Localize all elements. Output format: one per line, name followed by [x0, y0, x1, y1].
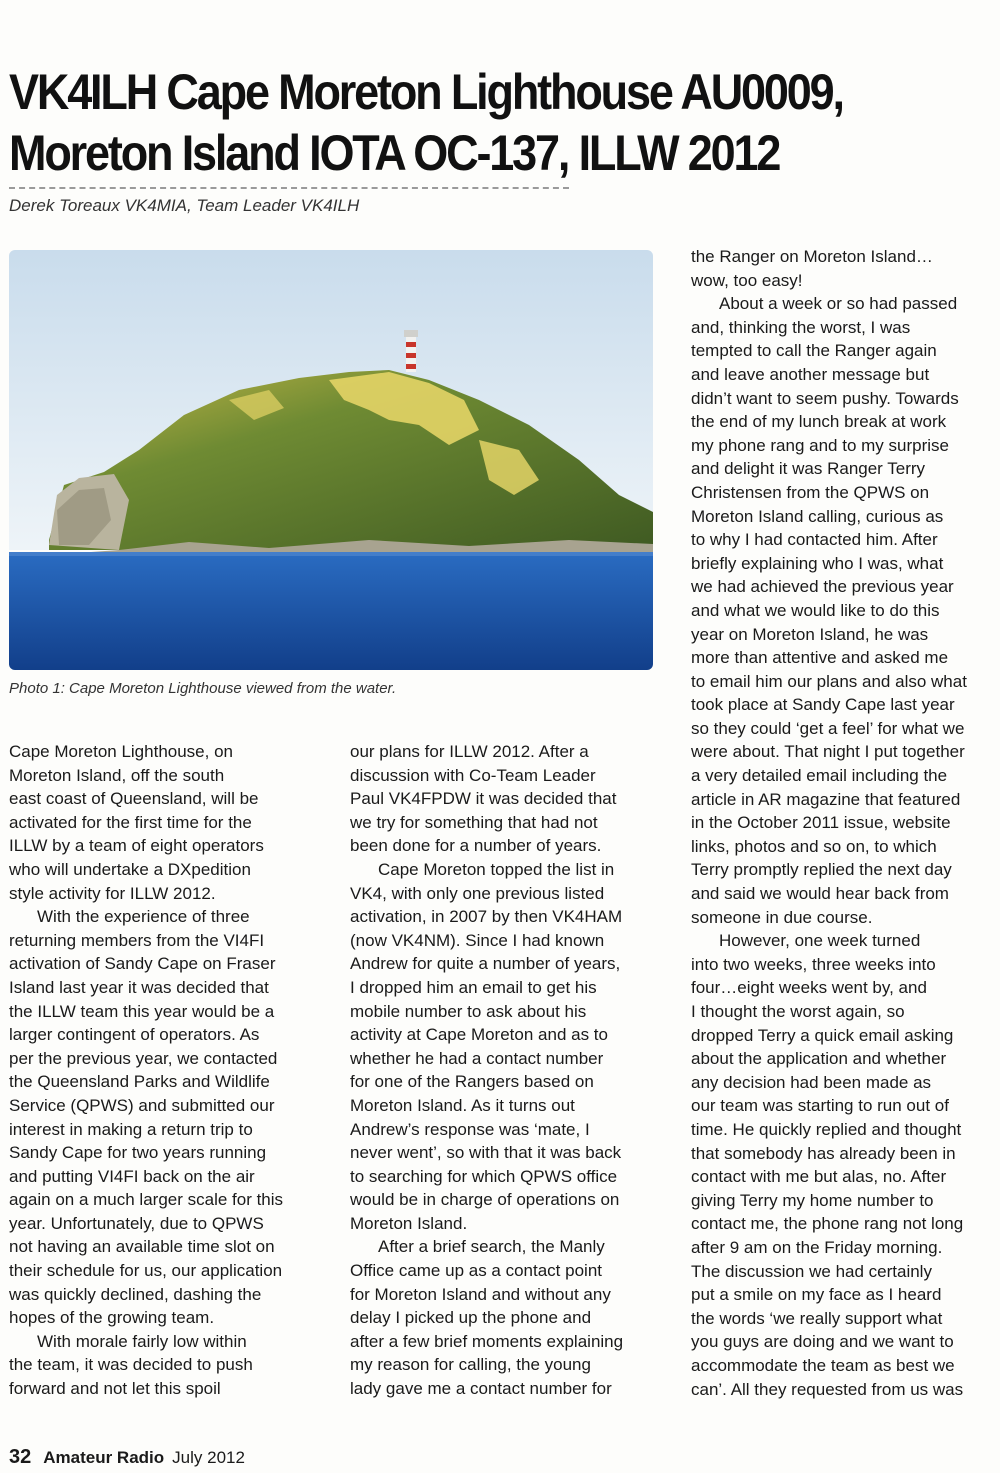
text-line: Andrew’s response was ‘mate, I	[350, 1119, 590, 1139]
text-line: I thought the worst again, so	[691, 1002, 905, 1021]
text-line: Cape Moreton topped the list in	[378, 859, 615, 879]
text-line: can’. All they requested from us was	[691, 1379, 964, 1399]
text-line: After a brief search, the Manly	[378, 1237, 605, 1257]
text-line: (now VK4NM). Since I had known	[350, 930, 605, 950]
text-line: and said we would hear back from	[691, 884, 949, 904]
lighthouse-photo	[9, 250, 653, 670]
page-number: 32	[9, 1446, 32, 1468]
text-line: contact me, the phone rang not long	[691, 1214, 964, 1234]
text-line: activated for the first time for the	[9, 812, 252, 832]
text-line: lady gave me a contact number for	[350, 1379, 612, 1399]
text-line: However, one week turned	[719, 931, 921, 951]
text-line: With morale fairly low within	[37, 1331, 247, 1351]
text-line: not having an available time slot on	[9, 1237, 275, 1257]
text-line: time. He quickly replied and thought	[691, 1119, 962, 1139]
text-line: Moreton Island. As it turns out	[350, 1095, 575, 1115]
text-line: the words ‘we really support what	[691, 1308, 943, 1328]
text-line: larger contingent of operators. As	[9, 1025, 260, 1045]
text-line: into two weeks, three weeks into	[691, 954, 936, 974]
title-divider	[9, 187, 569, 189]
text-line: in the October 2011 issue, website	[691, 813, 951, 833]
text-line: we try for something that had not	[350, 812, 598, 832]
text-line: my phone rang and to my surprise	[691, 435, 949, 455]
text-line: The discussion we had certainly	[691, 1261, 932, 1281]
text-line: for Moreton Island and without any	[350, 1284, 611, 1304]
text-line: our team was starting to run out of	[691, 1096, 949, 1116]
sea	[9, 552, 653, 670]
text-line: about the application and whether	[691, 1049, 947, 1069]
text-line: after a few brief moments explaining	[350, 1331, 624, 1351]
text-line: to email him our plans and also what	[691, 671, 967, 691]
text-line: delay I picked up the phone and	[350, 1308, 592, 1328]
photo-caption: Photo 1: Cape Moreton Lighthouse viewed from the water.	[9, 680, 397, 697]
text-line: and delight it was Ranger Terry	[691, 459, 926, 479]
title-line-1: VK4ILH Cape Moreton Lighthouse AU0009,	[9, 64, 843, 120]
text-line: returning members from the VI4FI	[9, 930, 265, 950]
text-line: With the experience of three	[37, 907, 250, 927]
text-line: who will undertake a DXpedition	[9, 859, 251, 879]
text-line: Moreton Island calling, curious as	[691, 506, 944, 526]
text-line: didn’t want to seem pushy. Towards	[691, 388, 959, 408]
text-line: was quickly declined, dashing the	[9, 1284, 262, 1304]
text-line: I dropped him an email to get his	[350, 977, 597, 997]
text-line: our plans for ILLW 2012. After a	[350, 742, 589, 761]
text-line: their schedule for us, our application	[9, 1261, 283, 1281]
text-line: after 9 am on the Friday morning.	[691, 1237, 943, 1257]
text-line: activity at Cape Moreton and as to	[350, 1025, 608, 1045]
text-line: the Queensland Parks and Wildlife	[9, 1072, 270, 1092]
page-footer	[9, 1446, 245, 1469]
text-line: to searching for which QPWS office	[350, 1166, 618, 1186]
text-line: giving Terry my home number to	[691, 1190, 934, 1210]
text-line: ILLW by a team of eight operators	[9, 836, 264, 856]
text-line: and leave another message but	[691, 364, 930, 384]
text-line: year on Moreton Island, he was	[691, 624, 929, 644]
text-line: a very detailed email including the	[691, 766, 948, 786]
text-line: whether he had a contact number	[350, 1048, 604, 1068]
text-line: four…eight weeks went by, and	[691, 978, 927, 998]
text-line: we had achieved the previous year	[691, 577, 954, 597]
text-line: you guys are doing and we want to	[691, 1332, 954, 1352]
text-line: mobile number to ask about his	[350, 1001, 587, 1021]
text-line: links, photos and so on, to which	[691, 836, 937, 856]
text-line: About a week or so had passed	[719, 294, 958, 314]
text-column-2	[350, 740, 660, 1401]
text-line: wow, too easy!	[691, 270, 803, 290]
text-line: my reason for calling, the young	[350, 1355, 591, 1375]
text-line: Cape Moreton Lighthouse, on	[9, 742, 233, 761]
text-line: and, thinking the worst, I was	[691, 317, 911, 337]
text-line: year. Unfortunately, due to QPWS	[9, 1213, 264, 1233]
text-line: contact with me but alas, no. After	[691, 1167, 947, 1187]
text-line: someone in due course.	[691, 907, 873, 927]
text-line: would be in charge of operations on	[350, 1190, 620, 1210]
text-line: forward and not let this spoil	[9, 1379, 221, 1399]
text-line: Moreton Island, off the south	[9, 765, 225, 785]
text-line: the Ranger on Moreton Island…	[691, 247, 933, 266]
text-line: hopes of the growing team.	[9, 1308, 215, 1328]
text-line: to why I had contacted him. After	[691, 530, 938, 550]
text-line: activation of Sandy Cape on Fraser	[9, 954, 276, 974]
byline: Derek Toreaux VK4MIA, Team Leader VK4ILH	[9, 196, 360, 215]
text-line: discussion with Co-Team Leader	[350, 765, 596, 785]
text-line: east coast of Queensland, will be	[9, 789, 259, 809]
text-line: activation, in 2007 by then VK4HAM	[350, 907, 623, 927]
text-line: and putting VI4FI back on the air	[9, 1166, 255, 1186]
text-line: dropped Terry a quick email asking	[691, 1025, 954, 1045]
text-line: been done for a number of years.	[350, 836, 602, 856]
magazine-name: Amateur Radio	[43, 1448, 165, 1467]
title-line-2: Moreton Island IOTA OC-137, ILLW 2012	[9, 125, 780, 181]
text-line: and what we would like to do this	[691, 600, 940, 620]
text-line: article in AR magazine that featured	[691, 789, 961, 809]
text-line: never went’, so with that it was back	[350, 1143, 622, 1163]
text-line: any decision had been made as	[691, 1072, 932, 1092]
text-line: again on a much larger scale for this	[9, 1190, 284, 1210]
text-column-1	[9, 740, 319, 1401]
text-line: interest in making a return trip to	[9, 1119, 253, 1139]
text-line: the team, it was decided to push	[9, 1355, 253, 1375]
text-column-3	[691, 245, 1000, 1401]
text-line: put a smile on my face as I heard	[691, 1285, 942, 1305]
text-line: Christensen from the QPWS on	[691, 482, 930, 502]
text-line: accommodate the team as best we	[691, 1355, 955, 1375]
text-line: Island last year it was decided that	[9, 977, 269, 997]
issue-date: July 2012	[172, 1448, 245, 1467]
text-line: the ILLW team this year would be a	[9, 1001, 275, 1021]
text-line: were about. That night I put together	[691, 742, 965, 762]
text-line: VK4, with only one previous listed	[350, 883, 605, 903]
photo-illustration	[9, 250, 653, 670]
text-line: Andrew for quite a number of years,	[350, 954, 621, 974]
text-line: for one of the Rangers based on	[350, 1072, 594, 1092]
text-line: Service (QPWS) and submitted our	[9, 1095, 275, 1115]
text-line: took place at Sandy Cape last year	[691, 695, 955, 715]
text-line: Office came up as a contact point	[350, 1261, 602, 1281]
article-title	[9, 62, 900, 184]
text-line: Sandy Cape for two years running	[9, 1143, 267, 1163]
text-line: that somebody has already been in	[691, 1143, 956, 1163]
text-line: so they could ‘get a feel’ for what we	[691, 718, 965, 738]
text-line: per the previous year, we contacted	[9, 1048, 278, 1068]
text-line: the end of my lunch break at work	[691, 412, 947, 432]
text-line: briefly explaining who I was, what	[691, 553, 944, 573]
lighthouse	[404, 330, 418, 372]
text-line: more than attentive and asked me	[691, 648, 949, 668]
text-line: style activity for ILLW 2012.	[9, 883, 216, 903]
text-line: Terry promptly replied the next day	[691, 860, 952, 880]
text-line: tempted to call the Ranger again	[691, 341, 937, 361]
text-line: Paul VK4FPDW it was decided that	[350, 789, 617, 809]
text-line: Moreton Island.	[350, 1213, 468, 1233]
